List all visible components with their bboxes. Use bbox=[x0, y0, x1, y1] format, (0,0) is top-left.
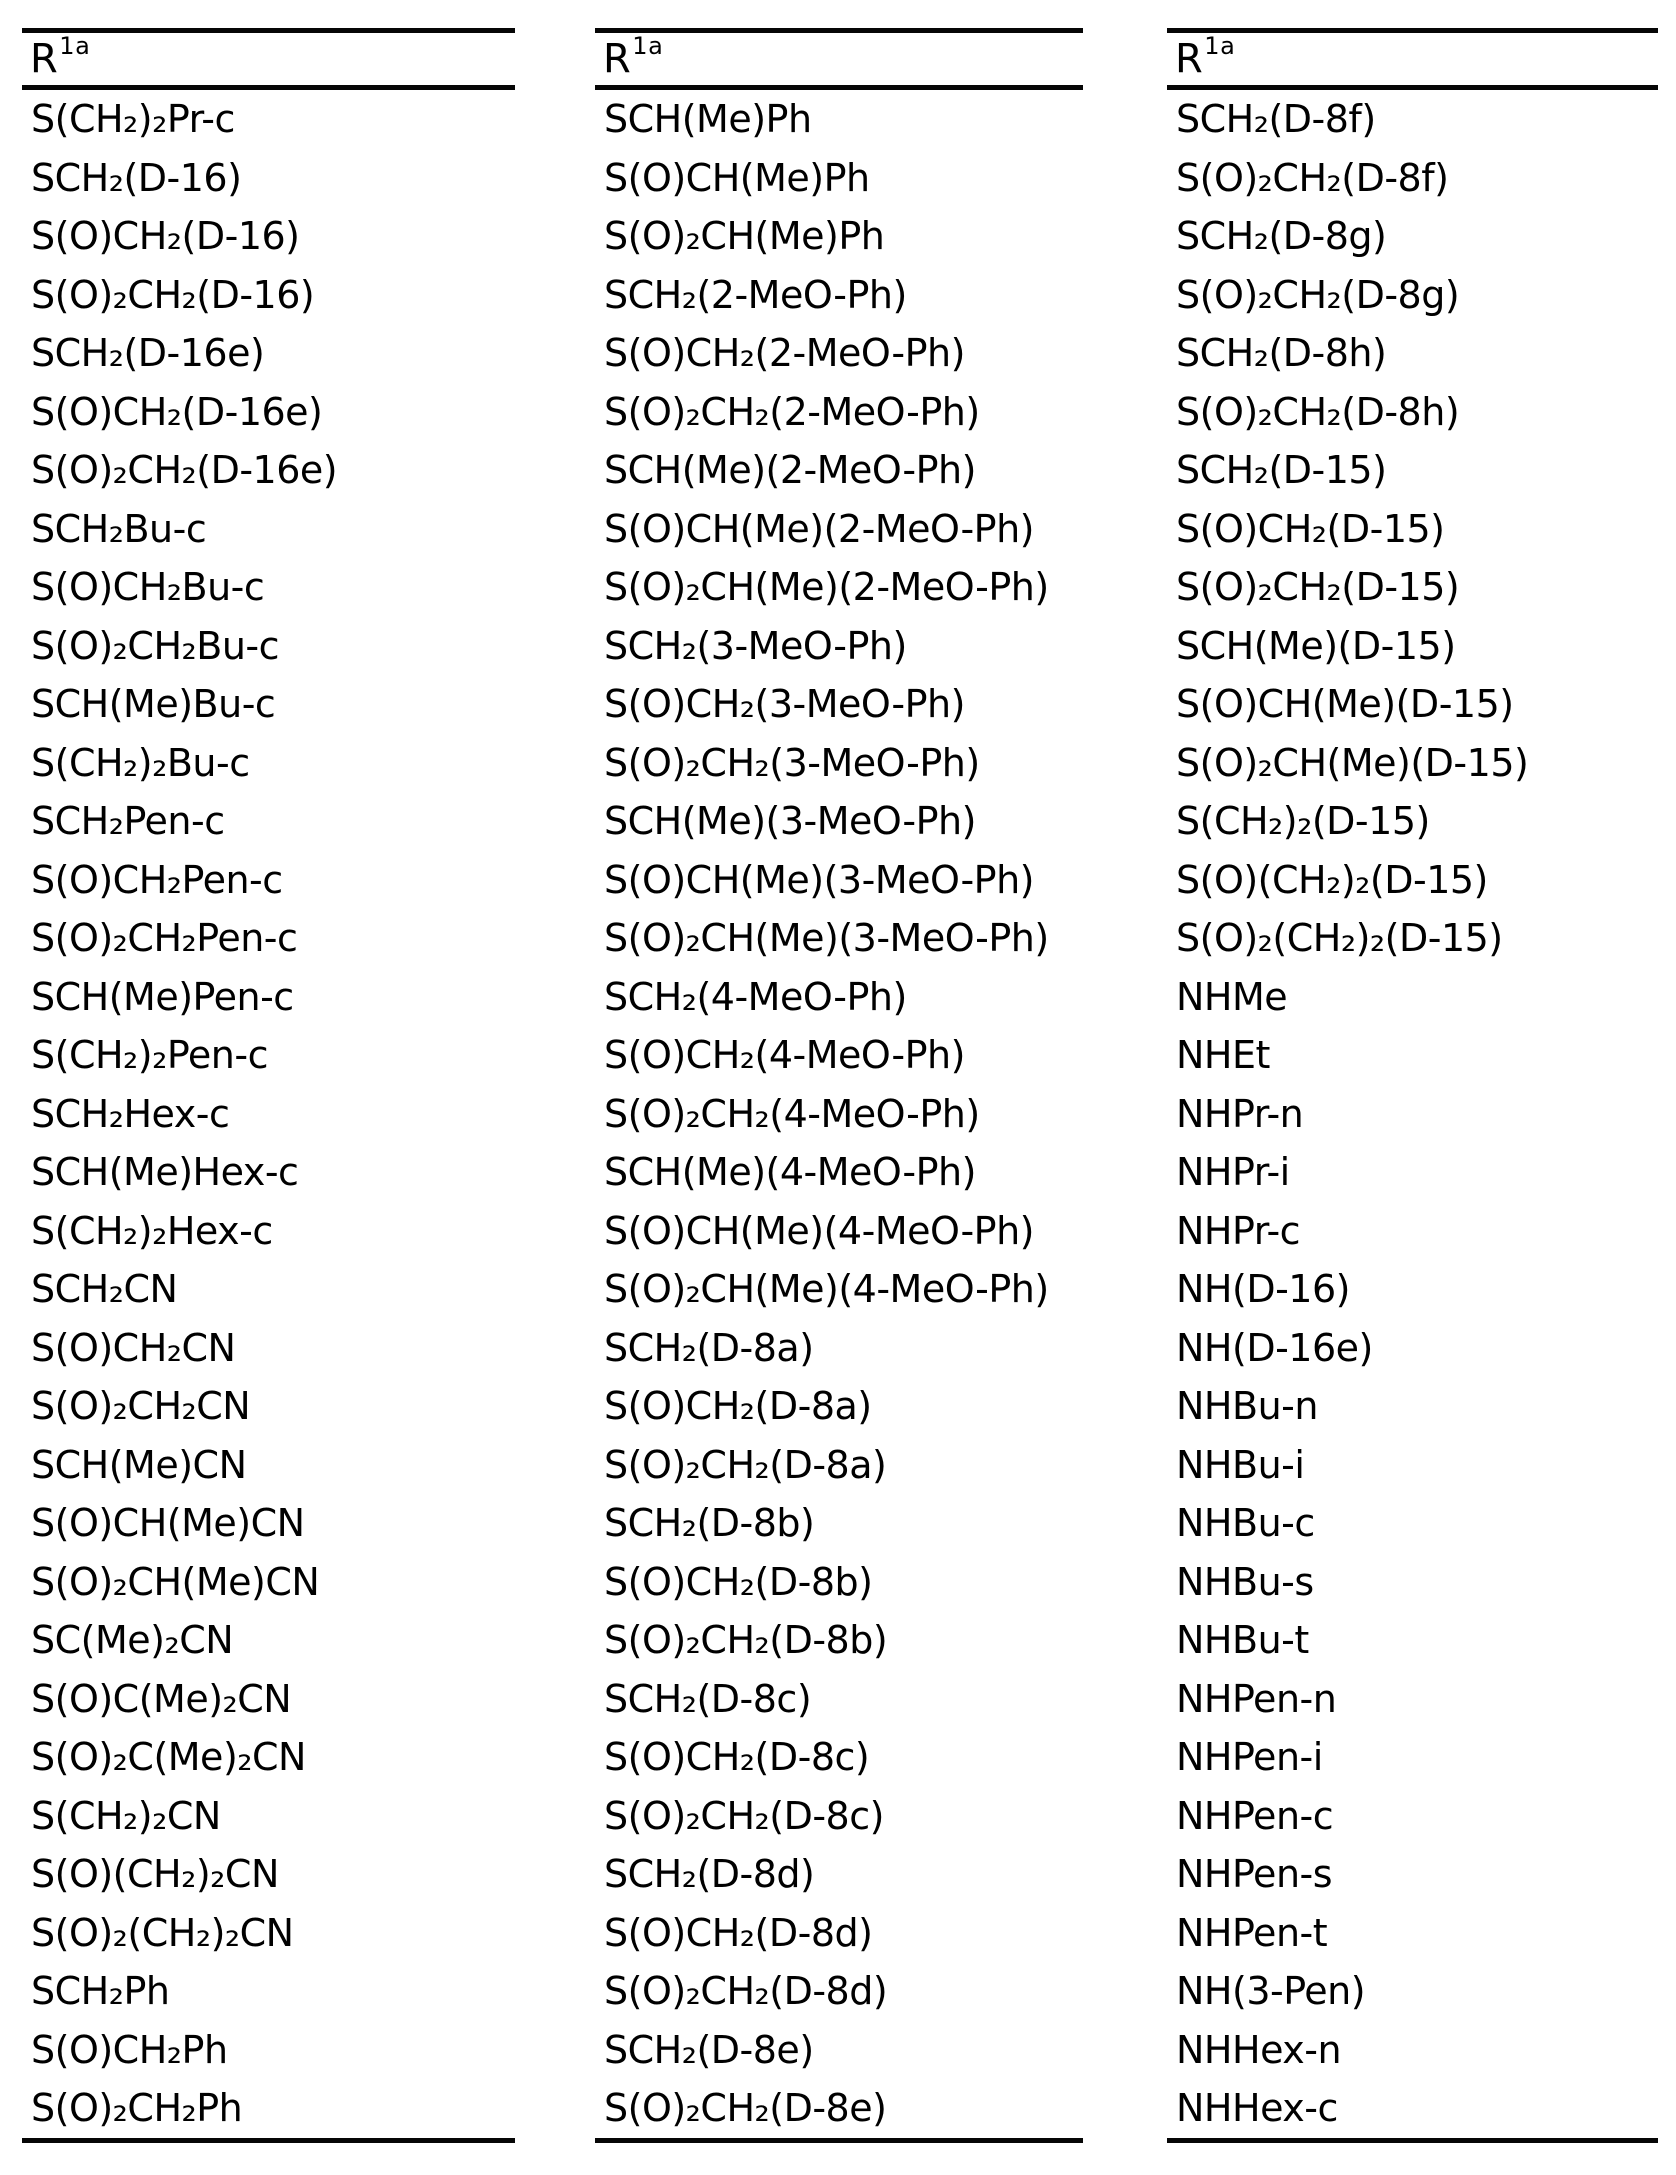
substituent-formula: NHBu-t bbox=[1176, 1618, 1309, 1663]
substituent-formula: S(O)₂CH(Me)(3-MeO-Ph) bbox=[604, 916, 1049, 961]
substituent-formula: S(O)(CH₂)₂(D-15) bbox=[1176, 857, 1488, 902]
substituent-formula: NHPen-i bbox=[1176, 1735, 1323, 1780]
substituent-formula: S(O)₂CH(Me)Ph bbox=[604, 214, 885, 259]
substituent-formula: S(O)₂CH₂(D-8e) bbox=[604, 2086, 887, 2131]
substituent-formula: S(O)CH(Me)(3-MeO-Ph) bbox=[604, 857, 1034, 902]
substituent-formula: NHBu-i bbox=[1176, 1442, 1305, 1487]
substituent-formula: S(O)CH₂CN bbox=[31, 1325, 236, 1370]
substituent-formula: S(O)₂CH₂(2-MeO-Ph) bbox=[604, 389, 980, 434]
substituent-formula: S(O)₂CH₂(D-8b) bbox=[604, 1618, 888, 1663]
substituent-formula: S(O)₂CH₂Ph bbox=[31, 2086, 243, 2131]
substituent-formula: SCH₂Pen-c bbox=[31, 799, 225, 844]
substituent-formula: SCH₂(D-8f) bbox=[1176, 97, 1376, 142]
substituent-formula: SCH₂(D-15) bbox=[1176, 448, 1387, 493]
substituent-formula: SCH₂(2-MeO-Ph) bbox=[604, 272, 907, 317]
substituent-formula: SCH(Me)Bu-c bbox=[31, 682, 276, 727]
substituent-formula: S(O)CH(Me)(D-15) bbox=[1176, 682, 1514, 727]
substituent-formula: SCH₂(D-8d) bbox=[604, 1852, 815, 1897]
substituent-formula: S(O)CH₂(4-MeO-Ph) bbox=[604, 1033, 965, 1078]
substituent-formula: S(O)₂C(Me)₂CN bbox=[31, 1735, 306, 1780]
substituent-formula: SCH₂(D-16) bbox=[31, 155, 242, 200]
substituent-formula: NHPen-c bbox=[1176, 1793, 1334, 1838]
substituent-formula: S(O)CH₂Bu-c bbox=[31, 565, 265, 610]
substituent-formula: S(CH₂)₂CN bbox=[31, 1793, 221, 1838]
substituent-formula: S(O)₂CH(Me)(D-15) bbox=[1176, 740, 1529, 785]
substituent-formula: NH(3-Pen) bbox=[1176, 1969, 1366, 2014]
substituent-formula: NHMe bbox=[1176, 974, 1288, 1019]
substituent-formula: S(O)CH(Me)(2-MeO-Ph) bbox=[604, 506, 1034, 551]
substituent-formula: S(O)₂(CH₂)₂(D-15) bbox=[1176, 916, 1503, 961]
substituent-formula: NHPr-n bbox=[1176, 1091, 1304, 1136]
substituent-formula: SCH(Me)CN bbox=[31, 1442, 247, 1487]
substituent-formula: S(O)CH₂(D-8b) bbox=[604, 1559, 873, 1604]
substituent-formula: S(O)₂(CH₂)₂CN bbox=[31, 1910, 294, 1955]
table-bottom-rule bbox=[595, 2138, 1083, 2143]
substituent-formula: SCH₂(D-16e) bbox=[31, 331, 265, 376]
substituent-list bbox=[1167, 90, 1658, 2138]
substituent-formula: S(O)CH(Me)(4-MeO-Ph) bbox=[604, 1208, 1034, 1253]
substituent-formula: S(O)C(Me)₂CN bbox=[31, 1676, 292, 1721]
substituent-list bbox=[22, 90, 515, 2138]
substituent-formula: S(O)₂CH(Me)CN bbox=[31, 1559, 320, 1604]
r1a-table-column-2 bbox=[595, 28, 1083, 2143]
substituent-formula: NHBu-c bbox=[1176, 1501, 1315, 1546]
r1a-table-column-3 bbox=[1167, 28, 1658, 2143]
substituent-formula: S(O)₂CH(Me)(4-MeO-Ph) bbox=[604, 1267, 1049, 1312]
substituent-formula: S(O)₂CH₂Pen-c bbox=[31, 916, 298, 961]
substituent-formula: S(O)₂CH₂(D-16) bbox=[31, 272, 315, 317]
substituent-formula: SCH(Me)(D-15) bbox=[1176, 623, 1456, 668]
substituent-formula: S(O)CH₂(D-8c) bbox=[604, 1735, 870, 1780]
substituent-formula: SCH₂Hex-c bbox=[31, 1091, 230, 1136]
column-header-row bbox=[22, 33, 515, 85]
table-bottom-rule bbox=[1167, 2138, 1658, 2143]
substituent-formula: SCH₂(4-MeO-Ph) bbox=[604, 974, 907, 1019]
substituent-formula: S(O)CH(Me)Ph bbox=[604, 155, 870, 200]
substituent-formula: S(O)CH(Me)CN bbox=[31, 1501, 305, 1546]
substituent-formula: SCH₂(D-8c) bbox=[604, 1676, 812, 1721]
substituent-formula: SCH(Me)(2-MeO-Ph) bbox=[604, 448, 976, 493]
substituent-formula: S(O)₂CH₂Bu-c bbox=[31, 623, 280, 668]
substituent-formula: S(O)₂CH(Me)(2-MeO-Ph) bbox=[604, 565, 1049, 610]
substituent-formula: S(O)CH₂(D-8d) bbox=[604, 1910, 873, 1955]
substituent-formula: NHPen-n bbox=[1176, 1676, 1337, 1721]
substituent-formula: S(O)(CH₂)₂CN bbox=[31, 1852, 279, 1897]
column-header-row bbox=[1167, 33, 1658, 85]
substituent-formula: S(O)₂CH₂(D-8f) bbox=[1176, 155, 1449, 200]
substituent-formula: NHHex-n bbox=[1176, 2027, 1342, 2072]
substituent-formula: S(CH₂)₂Hex-c bbox=[31, 1208, 273, 1253]
substituent-formula: SCH₂(D-8e) bbox=[604, 2027, 814, 2072]
substituent-formula: S(O)CH₂Ph bbox=[31, 2027, 228, 2072]
substituent-formula: SCH(Me)Ph bbox=[604, 97, 812, 142]
table-bottom-rule bbox=[22, 2138, 515, 2143]
substituent-formula: SCH₂Ph bbox=[31, 1969, 170, 2014]
substituent-formula: SCH(Me)(3-MeO-Ph) bbox=[604, 799, 976, 844]
substituent-formula: S(O)₂CH₂(D-15) bbox=[1176, 565, 1460, 610]
r1a-header-label: $R^{1a}$ bbox=[30, 31, 91, 83]
r1a-header-label: $R^{1a}$ bbox=[603, 31, 664, 83]
substituent-formula: NHEt bbox=[1176, 1033, 1270, 1078]
substituent-formula: SCH₂(D-8a) bbox=[604, 1325, 814, 1370]
substituent-formula: S(O)CH₂(D-8a) bbox=[604, 1384, 872, 1429]
substituent-formula: NH(D-16e) bbox=[1176, 1325, 1373, 1370]
substituent-list bbox=[595, 90, 1083, 2138]
substituent-formula: SCH₂CN bbox=[31, 1267, 178, 1312]
substituent-formula: S(CH₂)₂Pr-c bbox=[31, 97, 235, 142]
substituent-formula: SCH₂(D-8h) bbox=[1176, 331, 1387, 376]
substituent-formula: S(O)CH₂(D-16e) bbox=[31, 389, 323, 434]
substituent-formula: NHPr-i bbox=[1176, 1150, 1290, 1195]
substituent-formula: SCH(Me)Hex-c bbox=[31, 1150, 299, 1195]
substituent-formula: SCH(Me)(4-MeO-Ph) bbox=[604, 1150, 976, 1195]
r1a-table-column-1 bbox=[22, 28, 515, 2143]
substituent-formula: S(O)₂CH₂(D-16e) bbox=[31, 448, 338, 493]
substituent-formula: S(O)CH₂(D-16) bbox=[31, 214, 300, 259]
substituent-formula: SC(Me)₂CN bbox=[31, 1618, 234, 1663]
substituent-formula: S(O)₂CH₂(4-MeO-Ph) bbox=[604, 1091, 980, 1136]
substituent-formula: S(O)₂CH₂(D-8a) bbox=[604, 1442, 887, 1487]
substituent-formula: S(O)₂CH₂(D-8g) bbox=[1176, 272, 1460, 317]
substituent-formula: S(O)CH₂(3-MeO-Ph) bbox=[604, 682, 965, 727]
substituent-formula: SCH₂(D-8g) bbox=[1176, 214, 1387, 259]
substituent-formula: S(O)CH₂(2-MeO-Ph) bbox=[604, 331, 965, 376]
substituent-formula: S(O)₂CH₂(D-8h) bbox=[1176, 389, 1460, 434]
substituent-formula: NHHex-c bbox=[1176, 2086, 1338, 2131]
substituent-formula: S(O)CH₂(D-15) bbox=[1176, 506, 1445, 551]
substituent-formula: SCH₂(D-8b) bbox=[604, 1501, 815, 1546]
substituent-formula: SCH(Me)Pen-c bbox=[31, 974, 294, 1019]
substituent-formula: NH(D-16) bbox=[1176, 1267, 1350, 1312]
substituent-formula: NHPr-c bbox=[1176, 1208, 1301, 1253]
r1a-header-label: $R^{1a}$ bbox=[1175, 31, 1236, 83]
substituent-formula: NHPen-t bbox=[1176, 1910, 1328, 1955]
substituent-formula: NHPen-s bbox=[1176, 1852, 1333, 1897]
substituent-formula: SCH₂(3-MeO-Ph) bbox=[604, 623, 907, 668]
substituent-formula: NHBu-n bbox=[1176, 1384, 1318, 1429]
substituent-formula: S(CH₂)₂(D-15) bbox=[1176, 799, 1430, 844]
substituent-formula: SCH₂Bu-c bbox=[31, 506, 207, 551]
substituent-formula: S(O)₂CH₂(D-8c) bbox=[604, 1793, 884, 1838]
substituent-formula: S(O)CH₂Pen-c bbox=[31, 857, 283, 902]
substituent-formula: S(O)₂CH₂(3-MeO-Ph) bbox=[604, 740, 980, 785]
substituent-formula: S(CH₂)₂Bu-c bbox=[31, 740, 250, 785]
column-header-row bbox=[595, 33, 1083, 85]
substituent-formula: NHBu-s bbox=[1176, 1559, 1314, 1604]
substituent-formula: S(O)₂CH₂CN bbox=[31, 1384, 251, 1429]
substituent-formula: S(O)₂CH₂(D-8d) bbox=[604, 1969, 888, 2014]
substituent-formula: S(CH₂)₂Pen-c bbox=[31, 1033, 268, 1078]
